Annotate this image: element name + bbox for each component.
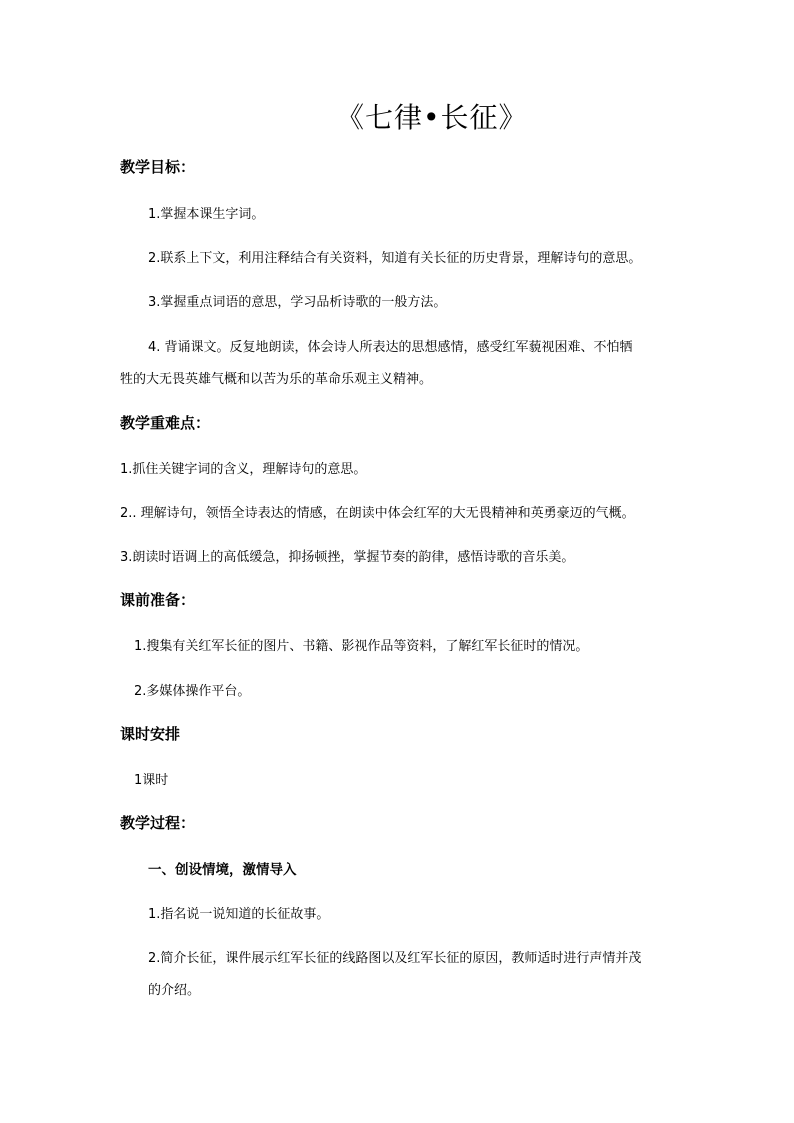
- goals-heading: 教学目标：: [120, 158, 196, 176]
- page-title: 《七律•长征》: [336, 101, 528, 134]
- goals-item: 2.联系上下文，利用注释结合有关资料，知道有关长征的历史背景，理解诗句的意思。: [148, 251, 642, 266]
- key-points-item: 2.. 理解诗句，领悟全诗表达的情感，在朗读中体会红军的大无畏精神和英勇豪迈的气概。: [120, 506, 635, 521]
- key-points-heading: 教学重难点：: [120, 414, 211, 432]
- preparation-item: 1.搜集有关红军长征的图片、书籍、影视作品等资料，了解红军长征时的情况。: [134, 639, 589, 654]
- process-subheading: 一、创设情境，激情导入: [148, 862, 297, 878]
- process-item: 1.指名说一说知道的长征故事。: [148, 907, 330, 922]
- key-points-item: 1.抓住关键字词的含义，理解诗句的意思。: [120, 462, 367, 477]
- goals-item: 1.掌握本课生字词。: [148, 207, 265, 222]
- process-item: 2.简介长征，课件展示红军长征的线路图以及红军长征的原因，教师适时进行声情并茂: [148, 951, 642, 966]
- preparation-heading: 课前准备：: [120, 591, 196, 609]
- process-item-continuation: 的介绍。: [148, 983, 201, 998]
- goals-item: 4. 背诵课文。反复地朗读，体会诗人所表达的思想感情，感受红军藐视困难、不怕牺: [148, 340, 633, 355]
- schedule-heading: 课时安排: [120, 725, 181, 743]
- goals-item: 3.掌握重点词语的意思，学习品析诗歌的一般方法。: [148, 295, 447, 310]
- preparation-item: 2.多媒体操作平台。: [134, 684, 251, 699]
- key-points-item: 3.朗读时语调上的高低缓急，抑扬顿挫，掌握节奏的韵律，感悟诗歌的音乐美。: [120, 550, 575, 565]
- schedule-item: 1课时: [134, 773, 169, 788]
- process-heading: 教学过程：: [120, 814, 196, 832]
- goals-item-continuation: 牲的大无畏英雄气概和以苦为乐的革命乐观主义精神。: [120, 372, 433, 387]
